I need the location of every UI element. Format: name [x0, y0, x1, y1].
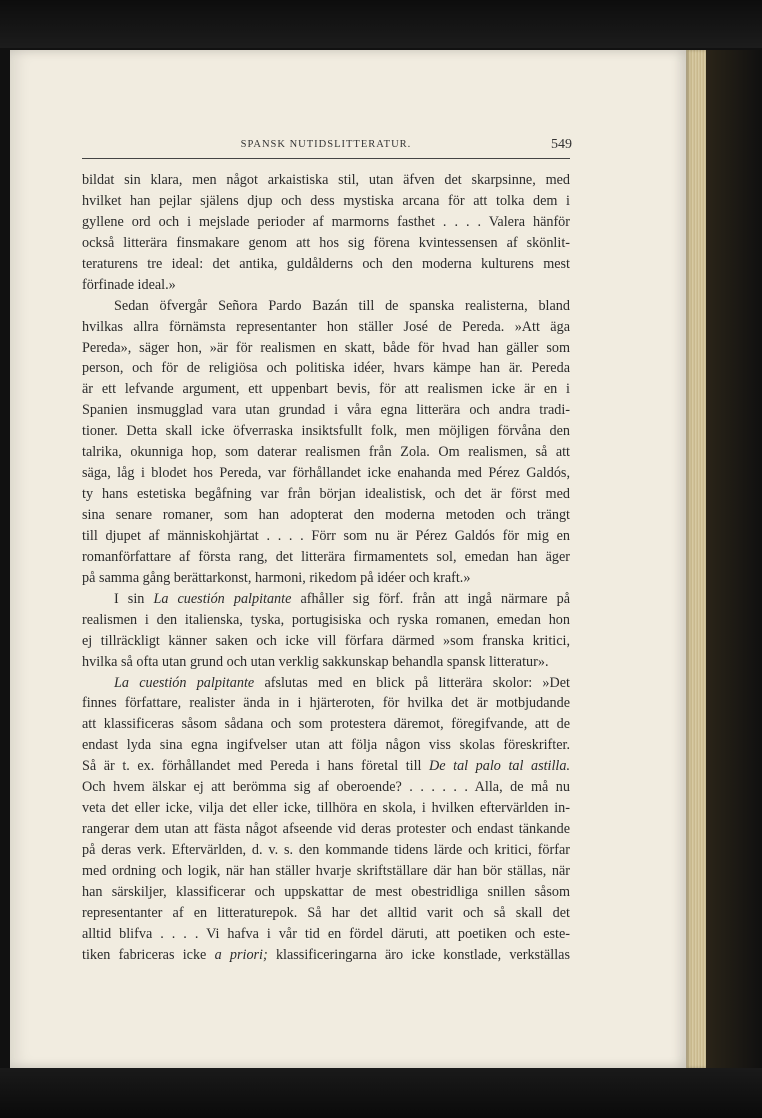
text-line: att klassificeras såsom sådana och som protestera däremot, föregifvande, att de — [82, 716, 570, 733]
text-line: romanförfattare af första rang, det litterära firmamentets sol, emedan han äger — [82, 548, 570, 565]
text-line: alltid blifva . . . . Vi hafva i vår tid en fördel däruti, att poetiken och este- — [82, 925, 570, 942]
text-line: hvilka så ofta utan grund och utan verklig sakkunskap behandla spansk litteratur». — [82, 653, 549, 670]
text-line: är ett lefvande argument, ett uppenbart bevis, för att realismen icke är en i — [82, 381, 570, 398]
running-head: SPANSK NUTIDSLITTERATUR. — [240, 139, 412, 150]
scan-border-bottom — [0, 1068, 762, 1118]
book-edge-shadow — [706, 50, 762, 1068]
text-line: La cuestión palpitante afslutas med en blick på litterära skolor: »Det — [114, 674, 570, 691]
text-line: också litterära finsmakare genom att hos sig förena kvintessensen af skönlit- — [82, 234, 570, 251]
text-line: tioner. Detta skall icke öfverraska insiktsfullt folk, men möjligen förvåna den — [82, 423, 570, 440]
text-line: på deras verk. Eftervärlden, d. v. s. den kommande tidens lärde och kritici, förfar — [82, 842, 570, 858]
page-header — [82, 136, 570, 159]
text-line: förfinade ideal.» — [82, 276, 176, 293]
text-line: Och hvem älskar ej att berömma sig af oberoende? . . . . . . Alla, de må nu — [82, 779, 570, 796]
italic-title: La cuestión palpitante — [153, 590, 292, 607]
text-line: finnes författare, realister ända in i hjärteroten, för hvilka det är motbjudande — [82, 695, 570, 712]
text-line: endast lyda sina egna ingifvelser utan att följa någon viss skolas föreskrifter. — [82, 737, 570, 754]
text-line: ej tillräckligt känner saken och icke vill förfara därmed »som franska kritici, — [82, 632, 570, 649]
text-line: Spanien insmugglad vara utan grundad i våra egna litterära och andra tradi- — [82, 402, 570, 419]
page-edge-stack — [686, 50, 706, 1068]
italic-title: La cuestión palpitante — [114, 674, 255, 691]
text-line: teraturens tre ideal: det antika, guldålderns och den moderna kulturens mest — [82, 255, 570, 272]
text-line: hvilket han pejlar själens djup och dess mystiska arcana för att tolka dem i — [82, 192, 570, 209]
page-number: 549 — [551, 137, 572, 152]
text-line: representanter af en litteraturepok. Så har det alltid varit och så skall det — [82, 904, 570, 921]
text-line: Så är t. ex. förhållandet med Pereda i hans företal till De tal palo tal astilla. — [82, 758, 570, 775]
text-line: realismen i den italienska, tyska, portugisiska och ryska romanen, emedan hon — [82, 611, 570, 628]
text-line: I sin La cuestión palpitante afhåller sig förf. från att ingå närmare på — [114, 590, 570, 607]
text-line: sina senare romaner, som han adopterat den moderna metoden och trängt — [82, 507, 570, 523]
text-line: Sedan öfvergår Señora Pardo Bazán till de spanska realisterna, bland — [114, 297, 570, 314]
text-line: gyllene ord och i mejslade perioder af marmorns fasthet . . . . Valera hänför — [82, 213, 570, 230]
italic-title: De tal palo tal astilla. — [429, 758, 570, 775]
text-line: hvilkas allra förnämsta representanter hon ställer José de Pereda. »Att äga — [82, 318, 570, 335]
scan-border-top — [0, 0, 762, 48]
italic-phrase: a priori; — [214, 946, 268, 963]
text-line: säga, låg i blodet hos Pereda, var förhållandet icke enahanda med Pérez Galdós, — [82, 465, 570, 482]
text-line: talrika, okunniga hop, som daterar realismen från Zola. Om realismen, så att — [82, 444, 570, 461]
text-line: bildat sin klara, men något arkaistiska stil, utan äfven det skarpsinne, med — [82, 172, 570, 188]
text-line: han särskiljer, klassificerar och uppskattar de mest obestridliga snillen såsom — [82, 883, 570, 900]
text-line: tiken fabriceras icke a priori; klassificeringarna äro icke konstlade, verkställas — [82, 946, 570, 963]
text-line: veta det eller icke, vilja det eller icke, tillhöra en skola, i hvilken eftervärlden in- — [82, 800, 570, 817]
body-text — [82, 170, 570, 966]
text-line: person, och för de religiösa och politiska idéer, hvars kämpe han är. Pereda — [82, 360, 570, 377]
text-line: Pereda», säger hon, »är för realismen en skatt, både för hvad han gäller som — [82, 339, 570, 356]
text-line: rangerar dem utan att fästa något afseende vid deras protester och endast tänkande — [82, 821, 570, 838]
text-line: ty hans estetiska begåfning var från början idealistisk, och det är först med — [82, 486, 570, 503]
text-line: på samma gång berättarkonst, harmoni, rikedom på idéer och kraft.» — [82, 569, 471, 586]
text-line: med ordning och logik, när han ställer hvarje skriftställare där han bör ställas, när — [82, 862, 570, 879]
text-line: till djupet af människohjärtat . . . . Förr som nu är Pérez Galdós för mig en — [82, 527, 570, 544]
